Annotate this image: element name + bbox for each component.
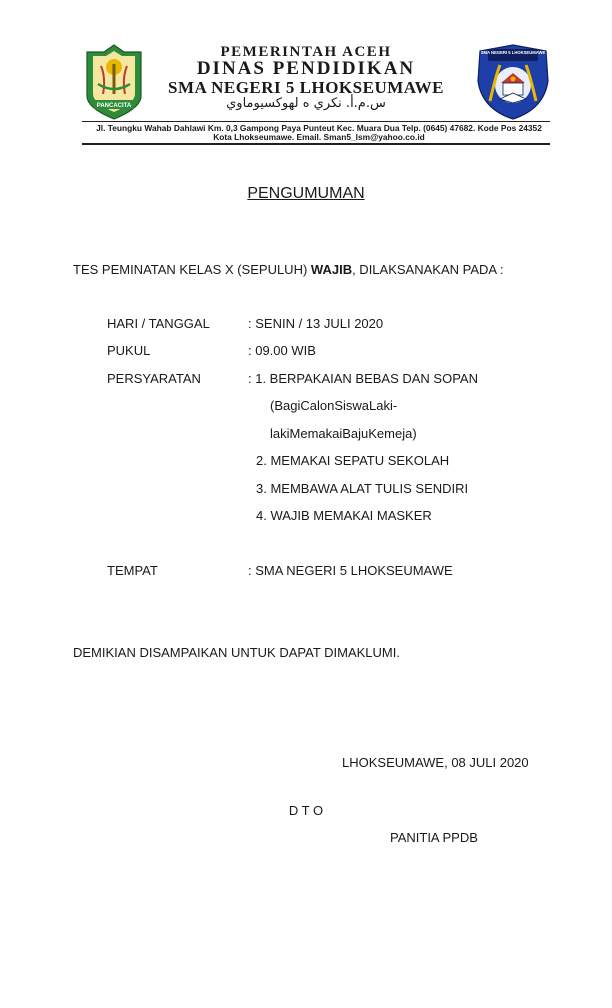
time-value: : 09.00 WIB	[248, 343, 316, 358]
letterhead-school-name: SMA NEGERI 5 LHOKSEUMAWE	[167, 78, 444, 97]
letterhead-rule-bottom	[82, 143, 550, 145]
requirement-item-1: : 1. BERPAKAIAN BEBAS DAN SOPAN	[248, 371, 478, 386]
requirement-item-4: 4. WAJIB MEMAKAI MASKER	[256, 508, 432, 523]
intro-after: , DILAKSANAKAN PADA :	[352, 262, 504, 277]
logo-caption-pancacita: PANCACITA	[96, 103, 132, 109]
page-title	[0, 185, 612, 203]
title-text: PENGUMUMAN	[247, 185, 365, 202]
requirement-item-1-note-b: lakiMemakaiBajuKemeja)	[270, 426, 417, 441]
requirement-item-2: 2. MEMAKAI SEPATU SEKOLAH	[256, 453, 450, 468]
intro-before: TES PEMINATAN KELAS X (SEPULUH)	[73, 262, 311, 277]
intro-paragraph	[73, 262, 504, 277]
letterhead-email: Kota Lhokseumawe. Email. Sman5_lsm@yahoo.co.id	[213, 132, 425, 142]
signature-dto: D T O	[288, 803, 324, 818]
signature-signer: PANITIA PPDB	[390, 830, 478, 845]
date-label: HARI / TANGGAL	[107, 316, 210, 331]
letterhead-department: DINAS PENDIDIKAN	[196, 58, 416, 79]
letterhead-rule-top	[82, 121, 550, 122]
letterhead-address: Jl. Teungku Wahab Dahlawi Km. 0,3 Gampong Paya Punteut Kec. Muara Dua Telp. (0645) 47682. Kode Pos 24352	[96, 123, 542, 133]
place-label: TEMPAT	[107, 563, 158, 578]
letterhead-government: PEMERINTAH ACEH	[220, 44, 392, 60]
letterhead-arabic-name: س.م.أ. نكري ه لهوكسيوماوي	[226, 96, 386, 111]
requirement-item-1-note-a: (BagiCalonSiswaLaki-	[270, 398, 398, 413]
logo-caption-school: SMA NEGERI 5 LHOKSEUMAWE	[480, 50, 546, 55]
date-value: : SENIN / 13 JULI 2020	[248, 316, 384, 331]
closing-statement: DEMIKIAN DISAMPAIKAN UNTUK DAPAT DIMAKLUMI.	[73, 645, 400, 660]
requirement-item-3: 3. MEMBAWA ALAT TULIS SENDIRI	[256, 481, 469, 496]
time-label: PUKUL	[107, 343, 151, 358]
intro-bold: WAJIB	[310, 262, 353, 277]
requirements-label: PERSYARATAN	[107, 371, 201, 386]
place-value: : SMA NEGERI 5 LHOKSEUMAWE	[248, 563, 453, 578]
signature-place-date: LHOKSEUMAWE, 08 JULI 2020	[342, 755, 529, 770]
